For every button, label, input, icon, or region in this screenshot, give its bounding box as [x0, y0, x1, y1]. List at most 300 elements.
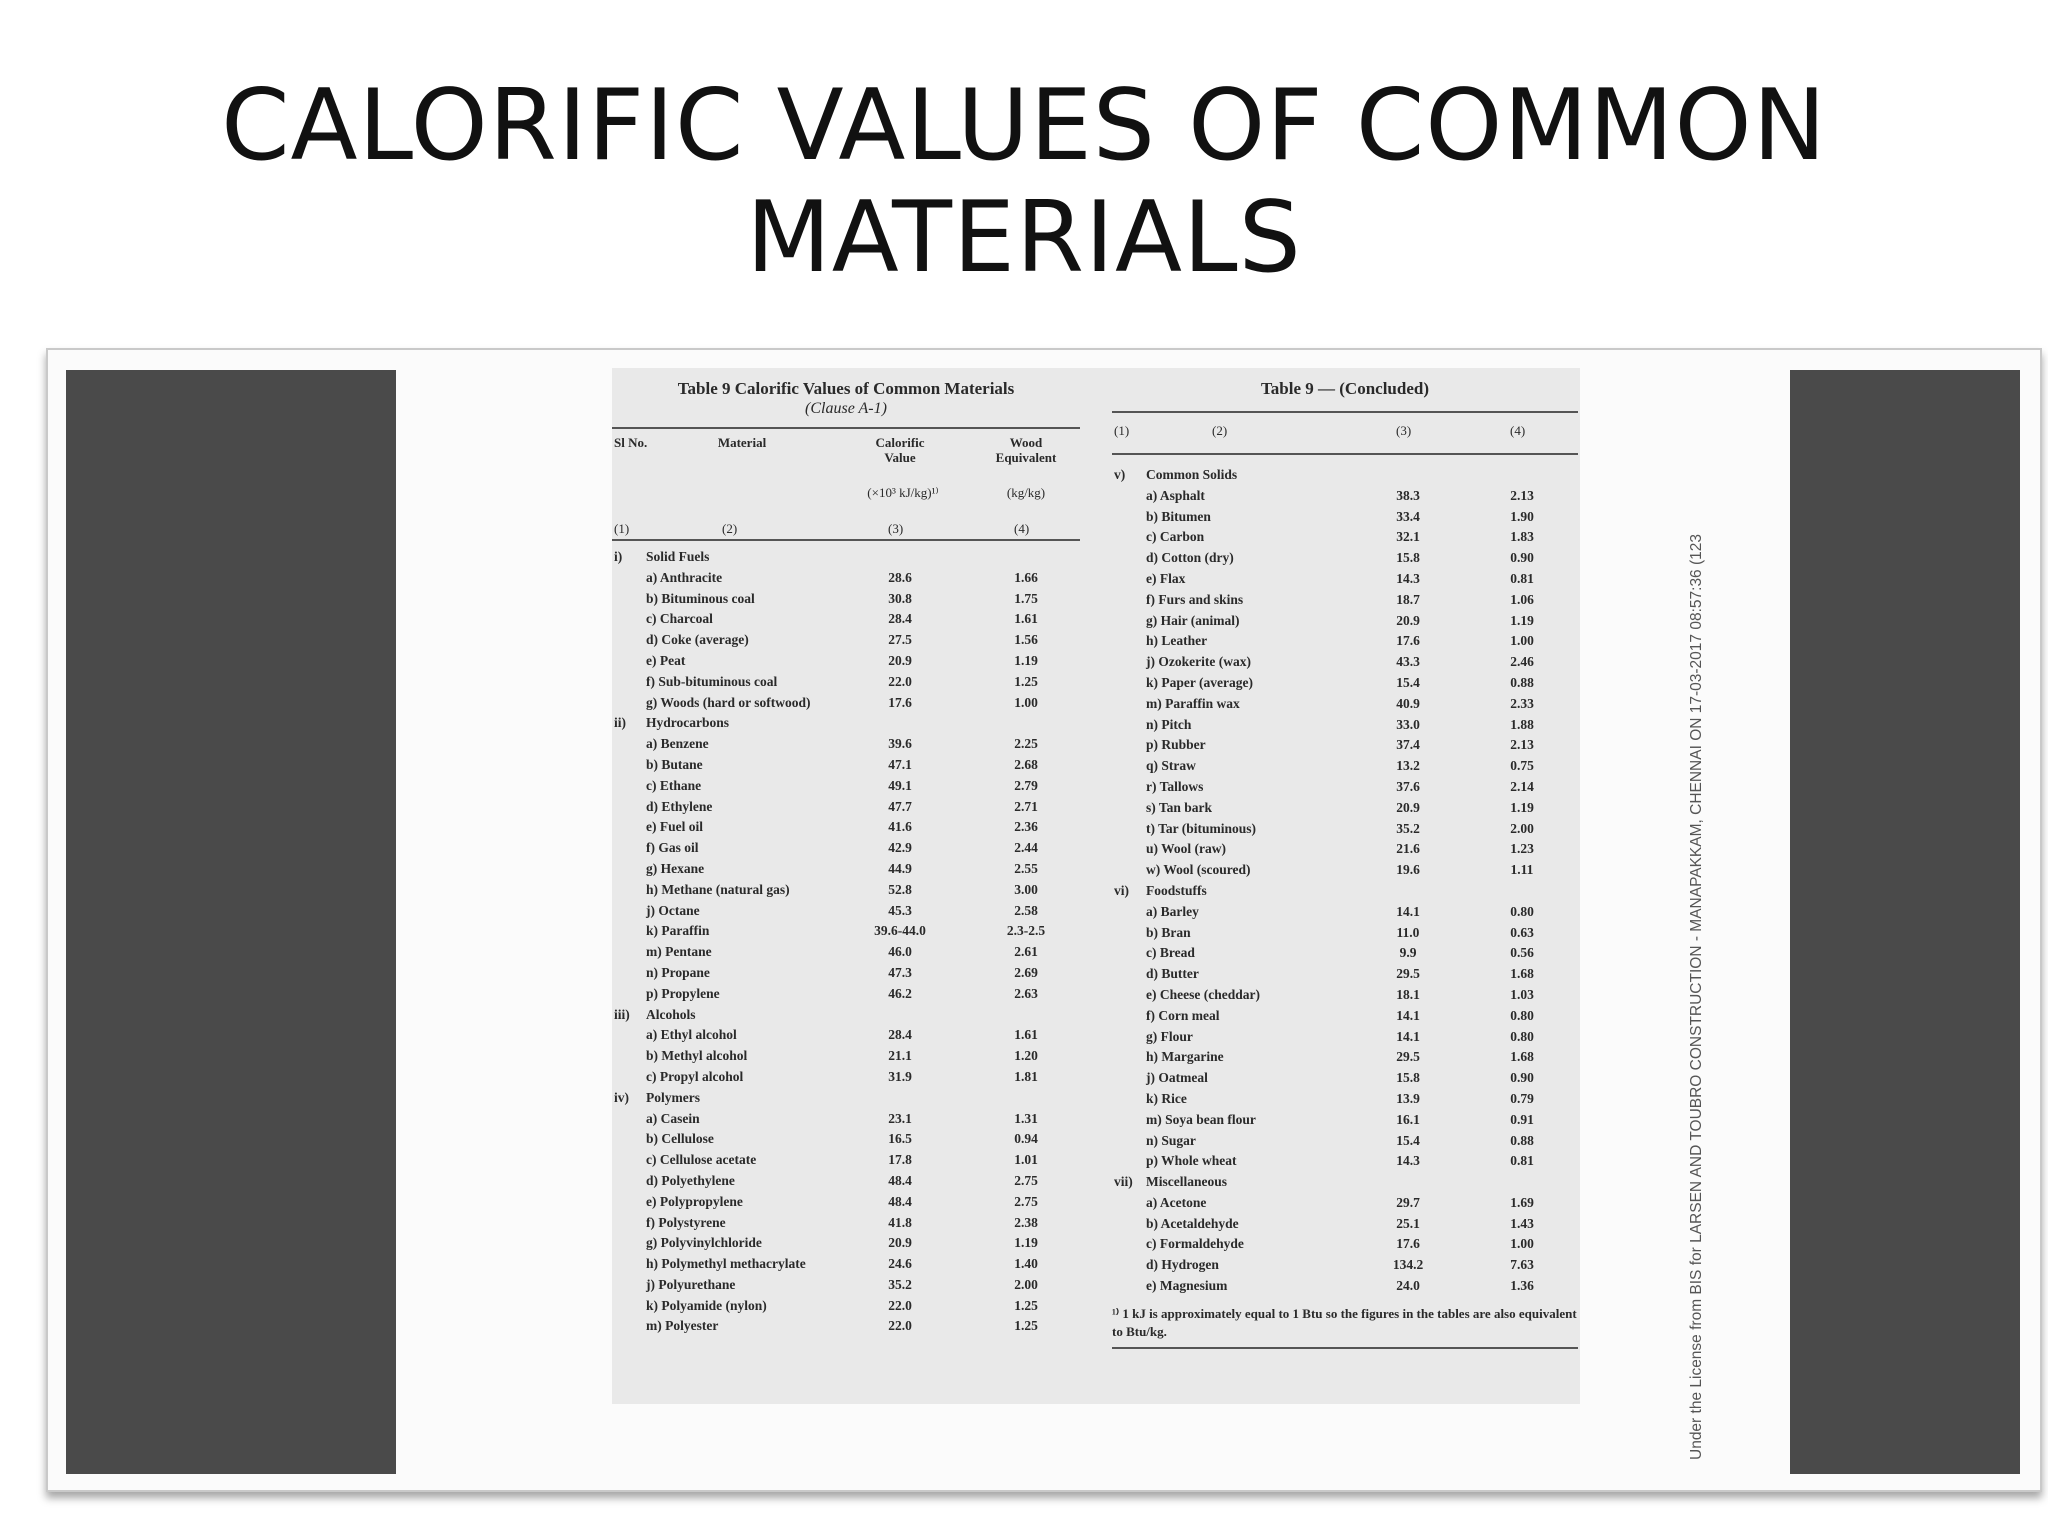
wood-equivalent-cell: 7.63	[1510, 1257, 1534, 1273]
calorific-value-cell: 37.6	[1396, 778, 1420, 794]
calorific-value-cell: 46.2	[888, 985, 912, 1001]
wood-equivalent-cell: 1.00	[1014, 694, 1038, 710]
table-row	[612, 776, 1080, 797]
header-sl-no: Sl No.	[614, 435, 648, 450]
wood-equivalent-cell: 0.79	[1510, 1090, 1534, 1106]
material-name: j) Ozokerite (wax)	[1146, 654, 1251, 670]
wood-equivalent-cell: 0.91	[1510, 1111, 1534, 1127]
header-col-1: (1)	[614, 521, 630, 536]
wood-equivalent-cell: 0.90	[1510, 1070, 1534, 1086]
section-number: v)	[1114, 467, 1126, 482]
table-row	[612, 1316, 1080, 1337]
calorific-value-cell: 17.8	[888, 1152, 912, 1168]
calorific-value-cell: 35.2	[1396, 820, 1420, 836]
wood-equivalent-cell: 1.23	[1510, 841, 1534, 857]
wood-equivalent-cell: 1.19	[1014, 652, 1038, 668]
wood-equivalent-cell: 0.56	[1510, 945, 1534, 961]
calorific-value-cell: 28.4	[888, 1027, 912, 1043]
material-name: h) Methane (natural gas)	[646, 881, 790, 897]
right-header-col-3: (3)	[1396, 423, 1412, 438]
calorific-value-cell: 47.7	[888, 798, 912, 814]
wood-equivalent-cell: 1.68	[1510, 1049, 1534, 1065]
material-name: g) Flour	[1146, 1028, 1193, 1044]
material-name: p) Rubber	[1146, 737, 1206, 753]
wood-equivalent-cell: 2.36	[1014, 819, 1038, 835]
wood-equivalent-cell: 2.79	[1014, 777, 1038, 793]
right-header-col-2: (2)	[1212, 423, 1228, 438]
material-name: d) Hydrogen	[1146, 1257, 1219, 1273]
table-clause: (Clause A-1)	[805, 400, 887, 417]
material-name: a) Benzene	[646, 736, 709, 752]
material-name: e) Peat	[646, 652, 686, 668]
right-header-col-4: (4)	[1510, 423, 1526, 438]
section-name: Alcohols	[646, 1006, 696, 1022]
wood-equivalent-cell: 2.75	[1014, 1172, 1038, 1188]
table-row	[612, 693, 1080, 714]
calorific-value-cell: 14.3	[1396, 1153, 1420, 1169]
table-row	[612, 755, 1080, 776]
calorific-value-cell: 134.2	[1392, 1257, 1424, 1273]
wood-equivalent-cell: 1.11	[1510, 862, 1534, 878]
table-row	[612, 942, 1080, 963]
calorific-value-cell: 14.1	[1396, 903, 1420, 919]
wood-equivalent-cell: 0.90	[1510, 550, 1534, 566]
table-row	[612, 651, 1080, 672]
calorific-value-cell: 16.5	[888, 1131, 912, 1147]
calorific-value-cell: 18.1	[1396, 986, 1420, 1002]
material-name: m) Polyester	[646, 1318, 719, 1334]
header-calorific-unit: (×10³ kJ/kg)¹⁾	[867, 485, 939, 500]
table-row	[612, 1275, 1080, 1296]
material-name: g) Hexane	[646, 860, 705, 876]
table-left-column	[612, 368, 1080, 1337]
material-name: f) Polystyrene	[646, 1214, 726, 1230]
wood-equivalent-cell: 2.33	[1510, 695, 1534, 711]
section-number: iii)	[614, 1006, 630, 1022]
calorific-value-cell: 20.9	[1396, 612, 1420, 628]
slide-title	[0, 70, 2048, 294]
table-row	[612, 921, 1080, 942]
table-row	[1112, 507, 1578, 528]
table-row	[1112, 777, 1578, 798]
left-dark-panel	[66, 370, 396, 1474]
material-name: c) Cellulose acetate	[646, 1152, 757, 1168]
wood-equivalent-cell: 0.94	[1014, 1131, 1038, 1147]
table-row	[1112, 611, 1578, 632]
wood-equivalent-cell: 2.68	[1014, 756, 1038, 772]
table-row	[612, 609, 1080, 630]
wood-equivalent-cell: 0.80	[1510, 1007, 1534, 1023]
table-row	[1112, 715, 1578, 736]
table-row	[1112, 923, 1578, 944]
material-name: j) Octane	[646, 902, 700, 918]
table-row	[612, 630, 1080, 651]
material-name: c) Carbon	[1146, 529, 1205, 545]
material-name: f) Sub-bituminous coal	[646, 673, 778, 689]
material-name: k) Rice	[1146, 1090, 1187, 1106]
table-row	[1112, 1110, 1578, 1131]
section-name: Miscellaneous	[1146, 1174, 1227, 1190]
material-name: d) Butter	[1146, 966, 1199, 982]
table-row	[612, 1233, 1080, 1254]
calorific-value-cell: 37.4	[1396, 737, 1420, 753]
table-row	[1112, 486, 1578, 507]
table-row	[612, 797, 1080, 818]
material-name: r) Tallows	[1146, 778, 1204, 794]
calorific-value-cell: 24.6	[888, 1256, 912, 1272]
table-row	[1112, 631, 1578, 652]
section-heading-row	[612, 713, 1080, 734]
wood-equivalent-cell: 1.19	[1014, 1235, 1038, 1251]
calorific-value-cell: 15.8	[1396, 550, 1420, 566]
section-heading-row	[612, 547, 1080, 568]
table-row	[1112, 798, 1578, 819]
material-name: b) Bituminous coal	[646, 590, 755, 606]
calorific-value-cell: 11.0	[1396, 924, 1420, 940]
material-name: m) Paraffin wax	[1146, 695, 1240, 711]
material-name: b) Methyl alcohol	[646, 1048, 748, 1064]
material-name: n) Pitch	[1146, 716, 1192, 732]
table-row	[612, 1109, 1080, 1130]
material-name: f) Corn meal	[1146, 1007, 1220, 1023]
material-name: b) Bitumen	[1146, 508, 1211, 524]
table-row	[1112, 548, 1578, 569]
header-wood-equivalent: Wood Equivalent	[995, 435, 1057, 465]
table-row	[1112, 839, 1578, 860]
calorific-value-cell: 47.3	[888, 964, 912, 980]
wood-equivalent-cell: 2.38	[1014, 1214, 1038, 1230]
calorific-value-cell: 15.4	[1396, 674, 1420, 690]
wood-equivalent-cell: 1.68	[1510, 966, 1534, 982]
calorific-value-cell: 13.9	[1396, 1090, 1420, 1106]
table-row	[1112, 1089, 1578, 1110]
table-page	[612, 368, 1580, 1404]
table-row	[1112, 1193, 1578, 1214]
material-name: g) Polyvinylchloride	[646, 1235, 762, 1251]
table-row	[612, 859, 1080, 880]
calorific-value-cell: 14.1	[1396, 1028, 1420, 1044]
wood-equivalent-cell: 1.25	[1014, 1318, 1038, 1334]
calorific-value-cell: 22.0	[888, 1318, 912, 1334]
wood-equivalent-cell: 2.00	[1014, 1276, 1038, 1292]
wood-equivalent-cell: 0.80	[1510, 903, 1534, 919]
table-row	[1112, 860, 1578, 881]
wood-equivalent-cell: 1.36	[1510, 1278, 1534, 1294]
calorific-value-cell: 22.0	[888, 1297, 912, 1313]
table-row	[612, 1150, 1080, 1171]
calorific-value-cell: 39.6-44.0	[874, 923, 926, 939]
table-left-rows	[612, 547, 1080, 1337]
material-name: k) Paper (average)	[1146, 674, 1253, 690]
material-name: g) Woods (hard or softwood)	[646, 694, 811, 710]
table-row	[612, 734, 1080, 755]
header-wood-unit: (kg/kg)	[1006, 485, 1046, 500]
table-row	[1112, 1006, 1578, 1027]
table-right-rows	[1112, 465, 1578, 1297]
material-name: c) Formaldehyde	[1146, 1236, 1244, 1252]
material-name: a) Acetone	[1146, 1194, 1207, 1210]
table-row	[1112, 673, 1578, 694]
table-row	[1112, 1047, 1578, 1068]
header-col-2: (2)	[722, 521, 738, 536]
calorific-value-cell: 46.0	[888, 944, 912, 960]
wood-equivalent-cell: 1.19	[1510, 799, 1534, 815]
wood-equivalent-cell: 1.69	[1510, 1194, 1534, 1210]
table-row	[1112, 1234, 1578, 1255]
calorific-value-cell: 29.5	[1396, 966, 1420, 982]
material-name: u) Wool (raw)	[1146, 841, 1226, 857]
material-name: b) Cellulose	[646, 1131, 714, 1147]
section-number: ii)	[614, 715, 626, 731]
wood-equivalent-cell: 2.00	[1510, 820, 1534, 836]
material-name: c) Bread	[1146, 945, 1195, 961]
wood-equivalent-cell: 0.81	[1510, 1153, 1534, 1169]
table-row	[1112, 943, 1578, 964]
wood-equivalent-cell: 3.00	[1014, 881, 1038, 897]
calorific-value-cell: 20.9	[888, 1235, 912, 1251]
material-name: w) Wool (scoured)	[1146, 862, 1251, 878]
table-caption-concluded: Table 9 — (Concluded)	[1261, 379, 1429, 398]
wood-equivalent-cell: 2.13	[1510, 737, 1534, 753]
header-col-3: (3)	[888, 521, 904, 536]
calorific-value-cell: 21.6	[1396, 841, 1420, 857]
calorific-value-cell: 40.9	[1396, 695, 1420, 711]
material-name: p) Whole wheat	[1146, 1153, 1237, 1169]
calorific-value-cell: 9.9	[1399, 945, 1417, 961]
wood-equivalent-cell: 1.81	[1014, 1068, 1038, 1084]
section-name: Common Solids	[1146, 467, 1238, 482]
table-row	[1112, 1131, 1578, 1152]
table-row	[612, 1213, 1080, 1234]
calorific-value-cell: 49.1	[888, 777, 912, 793]
wood-equivalent-cell: 0.88	[1510, 674, 1534, 690]
material-name: c) Charcoal	[646, 611, 713, 627]
wood-equivalent-cell: 2.69	[1014, 964, 1038, 980]
material-name: d) Polyethylene	[646, 1172, 735, 1188]
calorific-value-cell: 17.6	[1396, 633, 1420, 649]
table-caption: Table 9 Calorific Values of Common Materials	[677, 379, 1015, 398]
slide-title-line-1: CALORIFIC VALUES OF COMMON	[221, 69, 1827, 183]
table-row	[612, 672, 1080, 693]
calorific-value-cell: 20.9	[1396, 799, 1420, 815]
wood-equivalent-cell: 1.56	[1014, 632, 1038, 648]
material-name: e) Polypropylene	[646, 1193, 743, 1209]
table-right-column	[1112, 368, 1578, 1349]
section-name: Hydrocarbons	[646, 715, 730, 731]
material-name: m) Pentane	[646, 944, 712, 960]
section-heading-row	[1112, 465, 1578, 486]
calorific-value-cell: 33.0	[1396, 716, 1420, 732]
section-heading-row	[612, 1005, 1080, 1026]
wood-equivalent-cell: 2.13	[1510, 487, 1534, 503]
calorific-value-cell: 42.9	[888, 840, 912, 856]
calorific-value-cell: 47.1	[888, 756, 912, 772]
table-row	[1112, 569, 1578, 590]
table-row	[1112, 1151, 1578, 1172]
wood-equivalent-cell: 0.63	[1510, 924, 1534, 940]
table-row	[612, 1192, 1080, 1213]
table-row	[1112, 590, 1578, 611]
calorific-value-cell: 41.8	[888, 1214, 912, 1230]
calorific-value-cell: 22.0	[888, 673, 912, 689]
table-row	[1112, 1255, 1578, 1276]
section-heading-row	[1112, 881, 1578, 902]
material-name: h) Leather	[1146, 633, 1208, 649]
material-name: k) Paraffin	[646, 923, 710, 939]
material-name: h) Margarine	[1146, 1049, 1224, 1065]
table-row	[1112, 1214, 1578, 1235]
wood-equivalent-cell: 2.55	[1014, 860, 1038, 876]
table-row	[612, 589, 1080, 610]
material-name: c) Propyl alcohol	[646, 1068, 744, 1084]
header-col-4: (4)	[1014, 521, 1030, 536]
calorific-value-cell: 27.5	[888, 632, 912, 648]
calorific-value-cell: 15.8	[1396, 1070, 1420, 1086]
material-name: d) Cotton (dry)	[1146, 550, 1234, 566]
calorific-value-cell: 44.9	[888, 860, 912, 876]
table-row	[612, 1296, 1080, 1317]
wood-equivalent-cell: 1.00	[1510, 633, 1534, 649]
material-name: m) Soya bean flour	[1146, 1111, 1256, 1127]
calorific-value-cell: 41.6	[888, 819, 912, 835]
license-watermark: Under the License from BIS for LARSEN AND TOUBRO CONSTRUCTION - MANAPAKKAM, CHENNAI ON 17-03-2017 08:57:36 (123	[1688, 533, 1705, 1460]
wood-equivalent-cell: 2.58	[1014, 902, 1038, 918]
section-number: vi)	[1114, 882, 1129, 898]
calorific-value-cell: 19.6	[1396, 862, 1420, 878]
table-row	[612, 817, 1080, 838]
wood-equivalent-cell: 2.44	[1014, 840, 1038, 856]
material-name: e) Flax	[1146, 570, 1186, 586]
section-heading-row	[612, 1088, 1080, 1109]
table-header-rule	[612, 539, 1080, 541]
table-row	[1112, 756, 1578, 777]
table-row	[612, 568, 1080, 589]
calorific-value-cell: 45.3	[888, 902, 912, 918]
material-name: a) Asphalt	[1146, 487, 1205, 503]
material-name: b) Butane	[646, 756, 703, 772]
wood-equivalent-cell: 2.61	[1014, 944, 1038, 960]
calorific-value-cell: 20.9	[888, 652, 912, 668]
material-name: g) Hair (animal)	[1146, 612, 1240, 628]
wood-equivalent-cell: 2.71	[1014, 798, 1038, 814]
table-row	[612, 838, 1080, 859]
calorific-value-cell: 38.3	[1396, 487, 1420, 503]
wood-equivalent-cell: 2.46	[1510, 654, 1534, 670]
wood-equivalent-cell: 1.40	[1014, 1256, 1038, 1272]
wood-equivalent-cell: 1.83	[1510, 529, 1534, 545]
wood-equivalent-cell: 0.88	[1510, 1132, 1534, 1148]
wood-equivalent-cell: 1.20	[1014, 1048, 1038, 1064]
table-footnote: ¹⁾ 1 kJ is approximately equal to 1 Btu so the figures in the tables are also equivalent to Btu/kg.	[1112, 1305, 1578, 1349]
wood-equivalent-cell: 2.25	[1014, 736, 1038, 752]
calorific-value-cell: 31.9	[888, 1068, 912, 1084]
calorific-value-cell: 14.1	[1396, 1007, 1420, 1023]
calorific-value-cell: 29.7	[1396, 1194, 1420, 1210]
wood-equivalent-cell: 1.19	[1510, 612, 1534, 628]
material-name: j) Oatmeal	[1146, 1070, 1208, 1086]
material-name: j) Polyurethane	[646, 1276, 736, 1292]
wood-equivalent-cell: 2.3-2.5	[1006, 923, 1046, 939]
calorific-value-cell: 13.2	[1396, 758, 1420, 774]
calorific-value-cell: 18.7	[1396, 591, 1420, 607]
table-row	[612, 963, 1080, 984]
calorific-value-cell: 25.1	[1396, 1215, 1420, 1231]
table-row	[1112, 964, 1578, 985]
wood-equivalent-cell: 0.75	[1510, 758, 1534, 774]
wood-equivalent-cell: 1.61	[1014, 611, 1038, 627]
calorific-value-cell: 43.3	[1396, 654, 1420, 670]
material-name: c) Ethane	[646, 777, 702, 793]
material-name: f) Furs and skins	[1146, 591, 1244, 607]
material-name: a) Ethyl alcohol	[646, 1027, 737, 1043]
wood-equivalent-cell: 0.80	[1510, 1028, 1534, 1044]
table-row	[1112, 652, 1578, 673]
table-row	[1112, 985, 1578, 1006]
material-name: b) Bran	[1146, 924, 1191, 940]
calorific-value-cell: 14.3	[1396, 570, 1420, 586]
wood-equivalent-cell: 2.14	[1510, 778, 1534, 794]
table-row	[612, 1254, 1080, 1275]
header-material: Material	[717, 435, 767, 450]
wood-equivalent-cell: 1.66	[1014, 569, 1038, 585]
material-name: k) Polyamide (nylon)	[646, 1297, 767, 1313]
calorific-value-cell: 28.6	[888, 569, 912, 585]
calorific-value-cell: 48.4	[888, 1172, 912, 1188]
table-row	[1112, 527, 1578, 548]
calorific-value-cell: 29.5	[1396, 1049, 1420, 1065]
calorific-value-cell: 35.2	[888, 1276, 912, 1292]
calorific-value-cell: 15.4	[1396, 1132, 1420, 1148]
section-name: Polymers	[646, 1089, 700, 1105]
material-name: a) Casein	[646, 1110, 700, 1126]
section-number: vii)	[1114, 1174, 1133, 1190]
material-name: p) Propylene	[646, 985, 720, 1001]
material-name: s) Tan bark	[1146, 799, 1213, 815]
wood-equivalent-cell: 1.25	[1014, 673, 1038, 689]
table-row	[612, 901, 1080, 922]
table-row	[612, 1046, 1080, 1067]
table-header	[612, 429, 1080, 539]
table-row	[1112, 902, 1578, 923]
wood-equivalent-cell: 0.81	[1510, 570, 1534, 586]
wood-equivalent-cell: 2.63	[1014, 985, 1038, 1001]
material-name: d) Coke (average)	[646, 632, 749, 648]
table-row	[612, 880, 1080, 901]
material-name: e) Cheese (cheddar)	[1146, 986, 1260, 1002]
right-dark-panel	[1790, 370, 2020, 1474]
calorific-value-cell: 48.4	[888, 1193, 912, 1209]
table-row	[612, 984, 1080, 1005]
wood-equivalent-cell: 1.06	[1510, 591, 1534, 607]
material-name: t) Tar (bituminous)	[1146, 820, 1257, 836]
calorific-value-cell: 39.6	[888, 736, 912, 752]
calorific-value-cell: 33.4	[1396, 508, 1420, 524]
wood-equivalent-cell: 1.75	[1014, 590, 1038, 606]
table-row	[612, 1129, 1080, 1150]
material-name: e) Magnesium	[1146, 1278, 1228, 1294]
material-name: q) Straw	[1146, 758, 1196, 774]
calorific-value-cell: 16.1	[1396, 1111, 1420, 1127]
calorific-value-cell: 21.1	[888, 1048, 912, 1064]
calorific-value-cell: 17.6	[1396, 1236, 1420, 1252]
material-name: b) Acetaldehyde	[1146, 1215, 1239, 1231]
table-row	[612, 1025, 1080, 1046]
section-name: Solid Fuels	[646, 549, 710, 564]
calorific-value-cell: 32.1	[1396, 529, 1420, 545]
wood-equivalent-cell: 1.31	[1014, 1110, 1038, 1126]
wood-equivalent-cell: 1.61	[1014, 1027, 1038, 1043]
material-name: n) Sugar	[1146, 1132, 1196, 1148]
